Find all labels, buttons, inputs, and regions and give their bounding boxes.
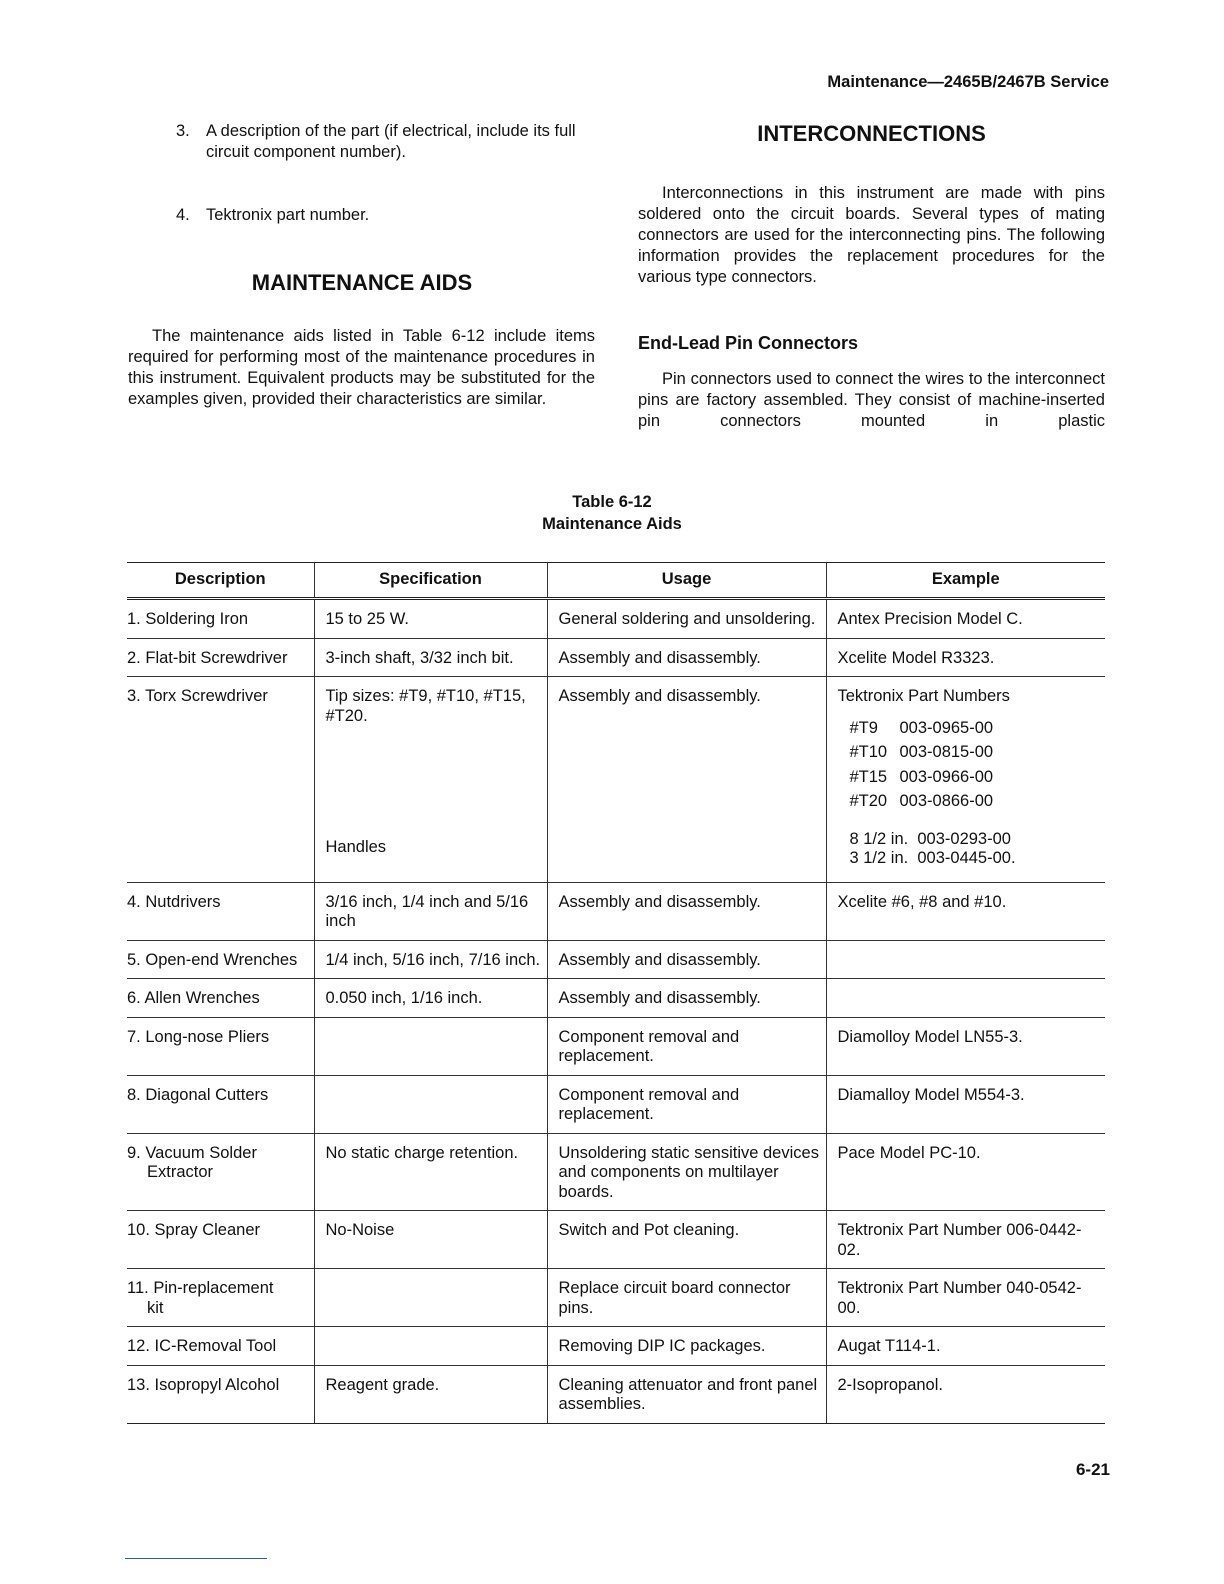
- end-lead-heading: End-Lead Pin Connectors: [638, 333, 859, 353]
- item-name: Torx Screwdriver: [145, 687, 268, 705]
- item-name: Allen Wrenches: [144, 989, 260, 1007]
- item-number: 5.: [127, 950, 141, 969]
- example-cell: Tektronix Part Number 040-0542-00.: [826, 1269, 1105, 1327]
- table-row: [127, 599, 1105, 639]
- list-item: [176, 205, 596, 226]
- torx-code: #T9: [849, 718, 878, 737]
- paragraph-text: Pin connectors used to connect the wires to the interconnect pins are factory assembled. They consist of machine-inserted pin connectors mounted in plastic: [638, 370, 1105, 430]
- tip-sizes: Tip sizes: #T9, #T10, #T15, #T20.: [325, 687, 526, 725]
- list-text: Tektronix part number.: [206, 206, 370, 224]
- table-row: [127, 638, 1105, 677]
- example-cell: [826, 940, 1105, 979]
- description-cell: [127, 677, 314, 883]
- item-number: 3.: [127, 687, 141, 705]
- description-cell: [127, 940, 314, 979]
- example-cell: Antex Precision Model C.: [837, 610, 1023, 628]
- torx-part: [850, 743, 1100, 763]
- torx-code: #T15: [849, 767, 888, 786]
- handle-part-list: [838, 830, 1100, 869]
- usage-cell: General soldering and unsoldering.: [547, 599, 826, 639]
- usage-cell: Assembly and disassembly.: [547, 979, 826, 1018]
- part-number: 003-0815-00: [899, 743, 994, 761]
- usage-cell: Switch and Pot cleaning.: [547, 1211, 826, 1269]
- usage-cell: Component removal and replacement.: [547, 1075, 826, 1133]
- table-row: [127, 882, 1105, 940]
- running-header: Maintenance—2465B/2467B Service: [827, 73, 1109, 91]
- page-number: 6-21: [1075, 1460, 1110, 1479]
- description-cell: [127, 1211, 314, 1269]
- table-row: [127, 1075, 1105, 1133]
- torx-part: [850, 719, 1100, 739]
- paragraph-text: Interconnections in this instrument are made with pins soldered onto the circuit boards. Several types of mating connectors are used for the interconnecting pins. The following information provides the replacement procedures for the various type connectors.: [638, 184, 1105, 286]
- item-number: 8.: [127, 1085, 141, 1104]
- specification-cell: No-Noise: [314, 1211, 547, 1269]
- specification-cell: [314, 1075, 547, 1133]
- specification-cell: [314, 1327, 547, 1366]
- specification-cell: 0.050 inch, 1/16 inch.: [314, 979, 547, 1018]
- item-name: Soldering Iron: [145, 610, 249, 628]
- column-header-example: Example: [826, 563, 1105, 599]
- usage-cell: Assembly and disassembly.: [547, 677, 826, 883]
- part-number: 003-0866-00: [899, 792, 994, 810]
- usage-cell: Assembly and disassembly.: [547, 638, 826, 677]
- maintenance-aids-table: [127, 562, 1105, 1424]
- example-cell: 2-Isopropanol.: [826, 1365, 1105, 1423]
- maintenance-aids-heading: MAINTENANCE AIDS: [251, 270, 473, 295]
- interconnections-paragraph: [638, 183, 1105, 288]
- interconnections-heading: INTERCONNECTIONS: [757, 121, 986, 146]
- torx-code: #T10: [849, 743, 888, 761]
- list-item: [176, 121, 596, 163]
- description-cell: [127, 599, 314, 639]
- column-header-description: Description: [127, 563, 314, 599]
- table-row: [127, 979, 1105, 1018]
- handle-part: 8 1/2 in. 003-0293-00: [849, 829, 1011, 848]
- item-number: 12.: [127, 1337, 150, 1355]
- item-name: IC-Removal Tool: [154, 1337, 277, 1355]
- torx-part-list: [838, 719, 1100, 812]
- item-number: 4.: [127, 892, 141, 911]
- item-number: 1.: [127, 610, 141, 628]
- item-name: Diagonal Cutters: [145, 1085, 269, 1104]
- example-cell: Tektronix Part Number 006-0442-02.: [826, 1211, 1105, 1269]
- paragraph-text: The maintenance aids listed in Table 6-12 include items required for performing most of the maintenance procedures in this instrument. Equivalent products may be substituted for the examples given, provided their characteristics are similar.: [128, 327, 595, 408]
- description-cell: [127, 1133, 314, 1211]
- specification-cell: [314, 1269, 547, 1327]
- example-cell: Pace Model PC-10.: [826, 1133, 1105, 1211]
- table-row: [127, 1365, 1105, 1423]
- usage-cell: Assembly and disassembly.: [547, 940, 826, 979]
- item-number: 9.: [127, 1143, 141, 1162]
- description-cell: [127, 1269, 314, 1327]
- description-cell: [127, 638, 314, 677]
- item-number: 2.: [127, 648, 141, 667]
- handles-label: Handles: [325, 838, 387, 856]
- description-cell: [127, 1365, 314, 1423]
- specification-cell: 1/4 inch, 5/16 inch, 7/16 inch.: [314, 940, 547, 979]
- example-cell: Xcelite Model R3323.: [826, 638, 1105, 677]
- item-name: Isopropyl Alcohol: [154, 1375, 280, 1394]
- specification-cell: 3-inch shaft, 3/32 inch bit.: [314, 638, 547, 677]
- description-cell: [127, 1075, 314, 1133]
- specification-cell: [314, 677, 547, 883]
- example-cell: [826, 979, 1105, 1018]
- usage-cell: Cleaning attenuator and front panel assemblies.: [547, 1365, 826, 1423]
- specification-cell: [314, 1017, 547, 1075]
- example-cell: [826, 677, 1105, 883]
- description-cell: [127, 1017, 314, 1075]
- specification-cell: No static charge retention.: [314, 1133, 547, 1211]
- footnote-rule: [125, 1558, 267, 1559]
- example-cell: Augat T114-1.: [826, 1327, 1105, 1366]
- item-name: Nutdrivers: [145, 892, 221, 911]
- example-cell: Diamolloy Model LN55-3.: [826, 1017, 1105, 1075]
- list-number: 3.: [176, 122, 190, 140]
- usage-cell: Removing DIP IC packages.: [547, 1327, 826, 1366]
- table-row: [127, 1269, 1105, 1327]
- end-lead-paragraph: [638, 369, 1105, 432]
- torx-code: #T20: [849, 792, 888, 810]
- description-cell: [127, 882, 314, 940]
- table-row: [127, 940, 1105, 979]
- specification-cell: 15 to 25 W.: [314, 599, 547, 639]
- usage-cell: Component removal and replacement.: [547, 1017, 826, 1075]
- item-name: Open-end Wrenches: [145, 950, 298, 969]
- item-name: Pin-replacement: [153, 1279, 274, 1297]
- maintenance-aids-paragraph: [128, 326, 595, 410]
- table-row: [127, 1017, 1105, 1075]
- item-number: 10.: [127, 1221, 150, 1239]
- item-number: 6.: [127, 989, 141, 1007]
- item-name: Vacuum Solder: [145, 1143, 257, 1162]
- torx-part: [850, 768, 1100, 788]
- specification-cell: Reagent grade.: [314, 1365, 547, 1423]
- item-name-continued: kit: [147, 1298, 164, 1317]
- table-row: [127, 1133, 1105, 1211]
- tektronix-part-numbers-label: Tektronix Part Numbers: [837, 687, 1010, 705]
- table-row: [127, 1327, 1105, 1366]
- description-cell: [127, 979, 314, 1018]
- table-title: Maintenance Aids: [542, 515, 682, 533]
- list-text: A description of the part (if electrical, include its full circuit component number).: [206, 122, 576, 161]
- table-header-row: [127, 563, 1105, 599]
- part-number: 003-0966-00: [899, 767, 994, 786]
- part-number: 003-0965-00: [899, 718, 994, 737]
- table-row: [127, 677, 1105, 883]
- usage-cell: Unsoldering static sensitive devices and components on multilayer boards.: [547, 1133, 826, 1211]
- table-number: Table 6-12: [572, 493, 652, 511]
- column-header-specification: Specification: [314, 563, 547, 599]
- table-row: [127, 1211, 1105, 1269]
- torx-part: [850, 792, 1100, 812]
- item-name: Flat-bit Screwdriver: [145, 648, 288, 667]
- item-number: 11.: [127, 1279, 149, 1297]
- example-cell: Diamalloy Model M554-3.: [826, 1075, 1105, 1133]
- description-cell: [127, 1327, 314, 1366]
- item-number: 13.: [127, 1375, 150, 1394]
- item-name: Long-nose Pliers: [145, 1027, 270, 1046]
- usage-cell: Replace circuit board connector pins.: [547, 1269, 826, 1327]
- list-number: 4.: [176, 206, 190, 224]
- specification-cell: 3/16 inch, 1/4 inch and 5/16 inch: [314, 882, 547, 940]
- usage-cell: Assembly and disassembly.: [547, 882, 826, 940]
- item-name: Spray Cleaner: [154, 1221, 261, 1239]
- item-number: 7.: [127, 1027, 141, 1046]
- column-header-usage: Usage: [547, 563, 826, 599]
- item-name-continued: Extractor: [147, 1163, 214, 1181]
- handle-part: 3 1/2 in. 003-0445-00.: [849, 849, 1016, 867]
- example-cell: Xcelite #6, #8 and #10.: [826, 882, 1105, 940]
